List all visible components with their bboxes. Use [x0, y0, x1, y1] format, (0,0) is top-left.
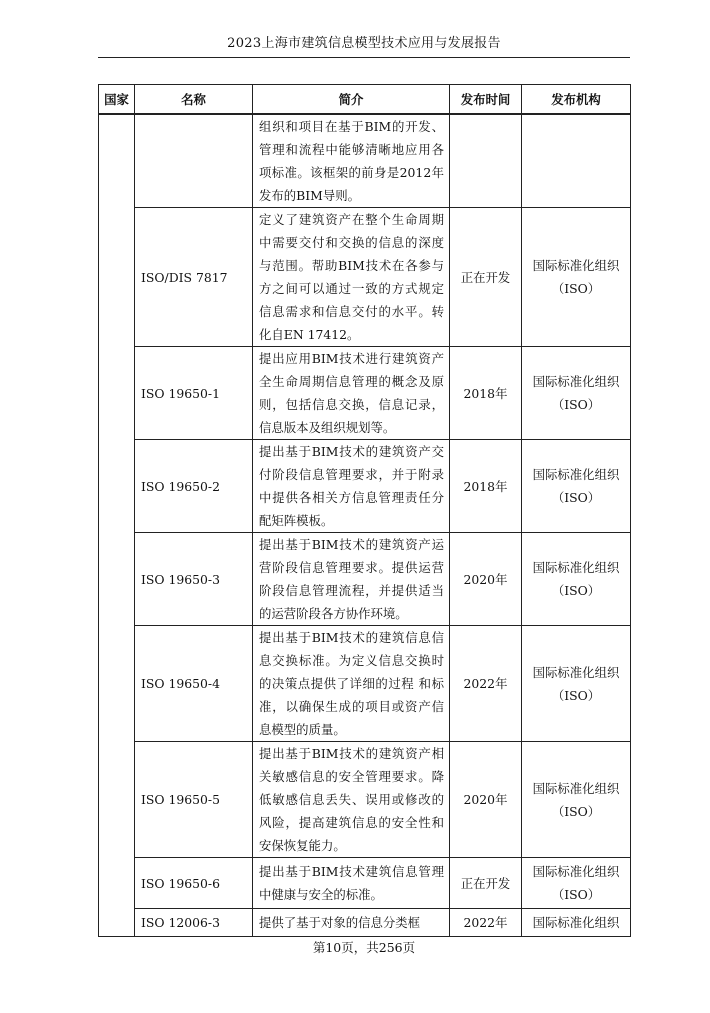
publishing-organization: 国际标准化组织（ISO） [522, 626, 631, 742]
table-row [99, 742, 631, 858]
standards-table [98, 84, 631, 937]
standard-name: ISO 19650-1 [135, 347, 253, 440]
standard-name: ISO/DIS 7817 [135, 208, 253, 347]
release-date: 2018年 [450, 440, 522, 533]
table-row [99, 208, 631, 347]
standard-description: 定义了建筑资产在整个生命周期中需要交付和交换的信息的深度与范围。帮助BIM技术在各参与方之间可以通过一致的方式规定信息需求和信息交付的水平。转化自EN 17412。 [253, 208, 450, 347]
release-date: 2020年 [450, 533, 522, 626]
standard-name: ISO 19650-6 [135, 858, 253, 909]
standard-description: 组织和项目在基于BIM的开发、管理和流程中能够清晰地应用各项标准。该框架的前身是2012年发布的BIM导则。 [253, 114, 450, 208]
column-header-description: 简介 [253, 85, 450, 115]
standard-name: ISO 19650-5 [135, 742, 253, 858]
page-header-title: 2023上海市建筑信息模型技术应用与发展报告 [227, 36, 501, 51]
standard-description: 提出基于BIM技术的建筑资产运营阶段信息管理要求。提供运营阶段信息管理流程，并提供适当的运营阶段各方协作环境。 [253, 533, 450, 626]
column-header-release-date: 发布时间 [450, 85, 522, 115]
column-header-country: 国家 [99, 85, 135, 115]
standard-name: ISO 19650-2 [135, 440, 253, 533]
page-number: 第10页，共256页 [312, 940, 416, 955]
publishing-organization: 国际标准化组织（ISO） [522, 347, 631, 440]
standard-name: ISO 19650-4 [135, 626, 253, 742]
release-date: 正在开发 [450, 208, 522, 347]
table-header-row [99, 85, 631, 115]
publishing-organization [522, 114, 631, 208]
table-row [99, 909, 631, 937]
standard-description: 提出基于BIM技术建筑信息管理中健康与安全的标准。 [253, 858, 450, 909]
header-divider [98, 57, 630, 58]
country-cell [99, 114, 135, 937]
standard-description: 提出应用BIM技术进行建筑资产全生命周期信息管理的概念及原则，包括信息交换，信息记录，信息版本及组织规划等。 [253, 347, 450, 440]
standard-description: 提出基于BIM技术的建筑信息信息交换标准。为定义信息交换时的决策点提供了详细的过程 和标准，以确保生成的项目或资产信息模型的质量。 [253, 626, 450, 742]
publishing-organization: 国际标准化组织（ISO） [522, 208, 631, 347]
publishing-organization: 国际标准化组织（ISO） [522, 742, 631, 858]
standard-name [135, 114, 253, 208]
standard-name: ISO 12006-3 [135, 909, 253, 937]
release-date: 2020年 [450, 742, 522, 858]
release-date: 2022年 [450, 909, 522, 937]
table-row [99, 626, 631, 742]
standard-name: ISO 19650-3 [135, 533, 253, 626]
standard-description: 提出基于BIM技术的建筑资产交付阶段信息管理要求，并于附录中提供各相关方信息管理责任分配矩阵模板。 [253, 440, 450, 533]
publishing-organization: 国际标准化组织（ISO） [522, 858, 631, 909]
table-row [99, 533, 631, 626]
release-date: 2018年 [450, 347, 522, 440]
column-header-organization: 发布机构 [522, 85, 631, 115]
release-date [450, 114, 522, 208]
publishing-organization: 国际标准化组织 [522, 909, 631, 937]
table-row [99, 347, 631, 440]
table-row [99, 440, 631, 533]
publishing-organization: 国际标准化组织（ISO） [522, 533, 631, 626]
release-date: 2022年 [450, 626, 522, 742]
standard-description: 提出基于BIM技术的建筑资产相关敏感信息的安全管理要求。降低敏感信息丢失、误用或修改的风险，提高建筑信息的安全性和安保恢复能力。 [253, 742, 450, 858]
table-row [99, 114, 631, 208]
column-header-name: 名称 [135, 85, 253, 115]
publishing-organization: 国际标准化组织（ISO） [522, 440, 631, 533]
table-row [99, 858, 631, 909]
standard-description: 提供了基于对象的信息分类框 [253, 909, 450, 937]
release-date: 正在开发 [450, 858, 522, 909]
